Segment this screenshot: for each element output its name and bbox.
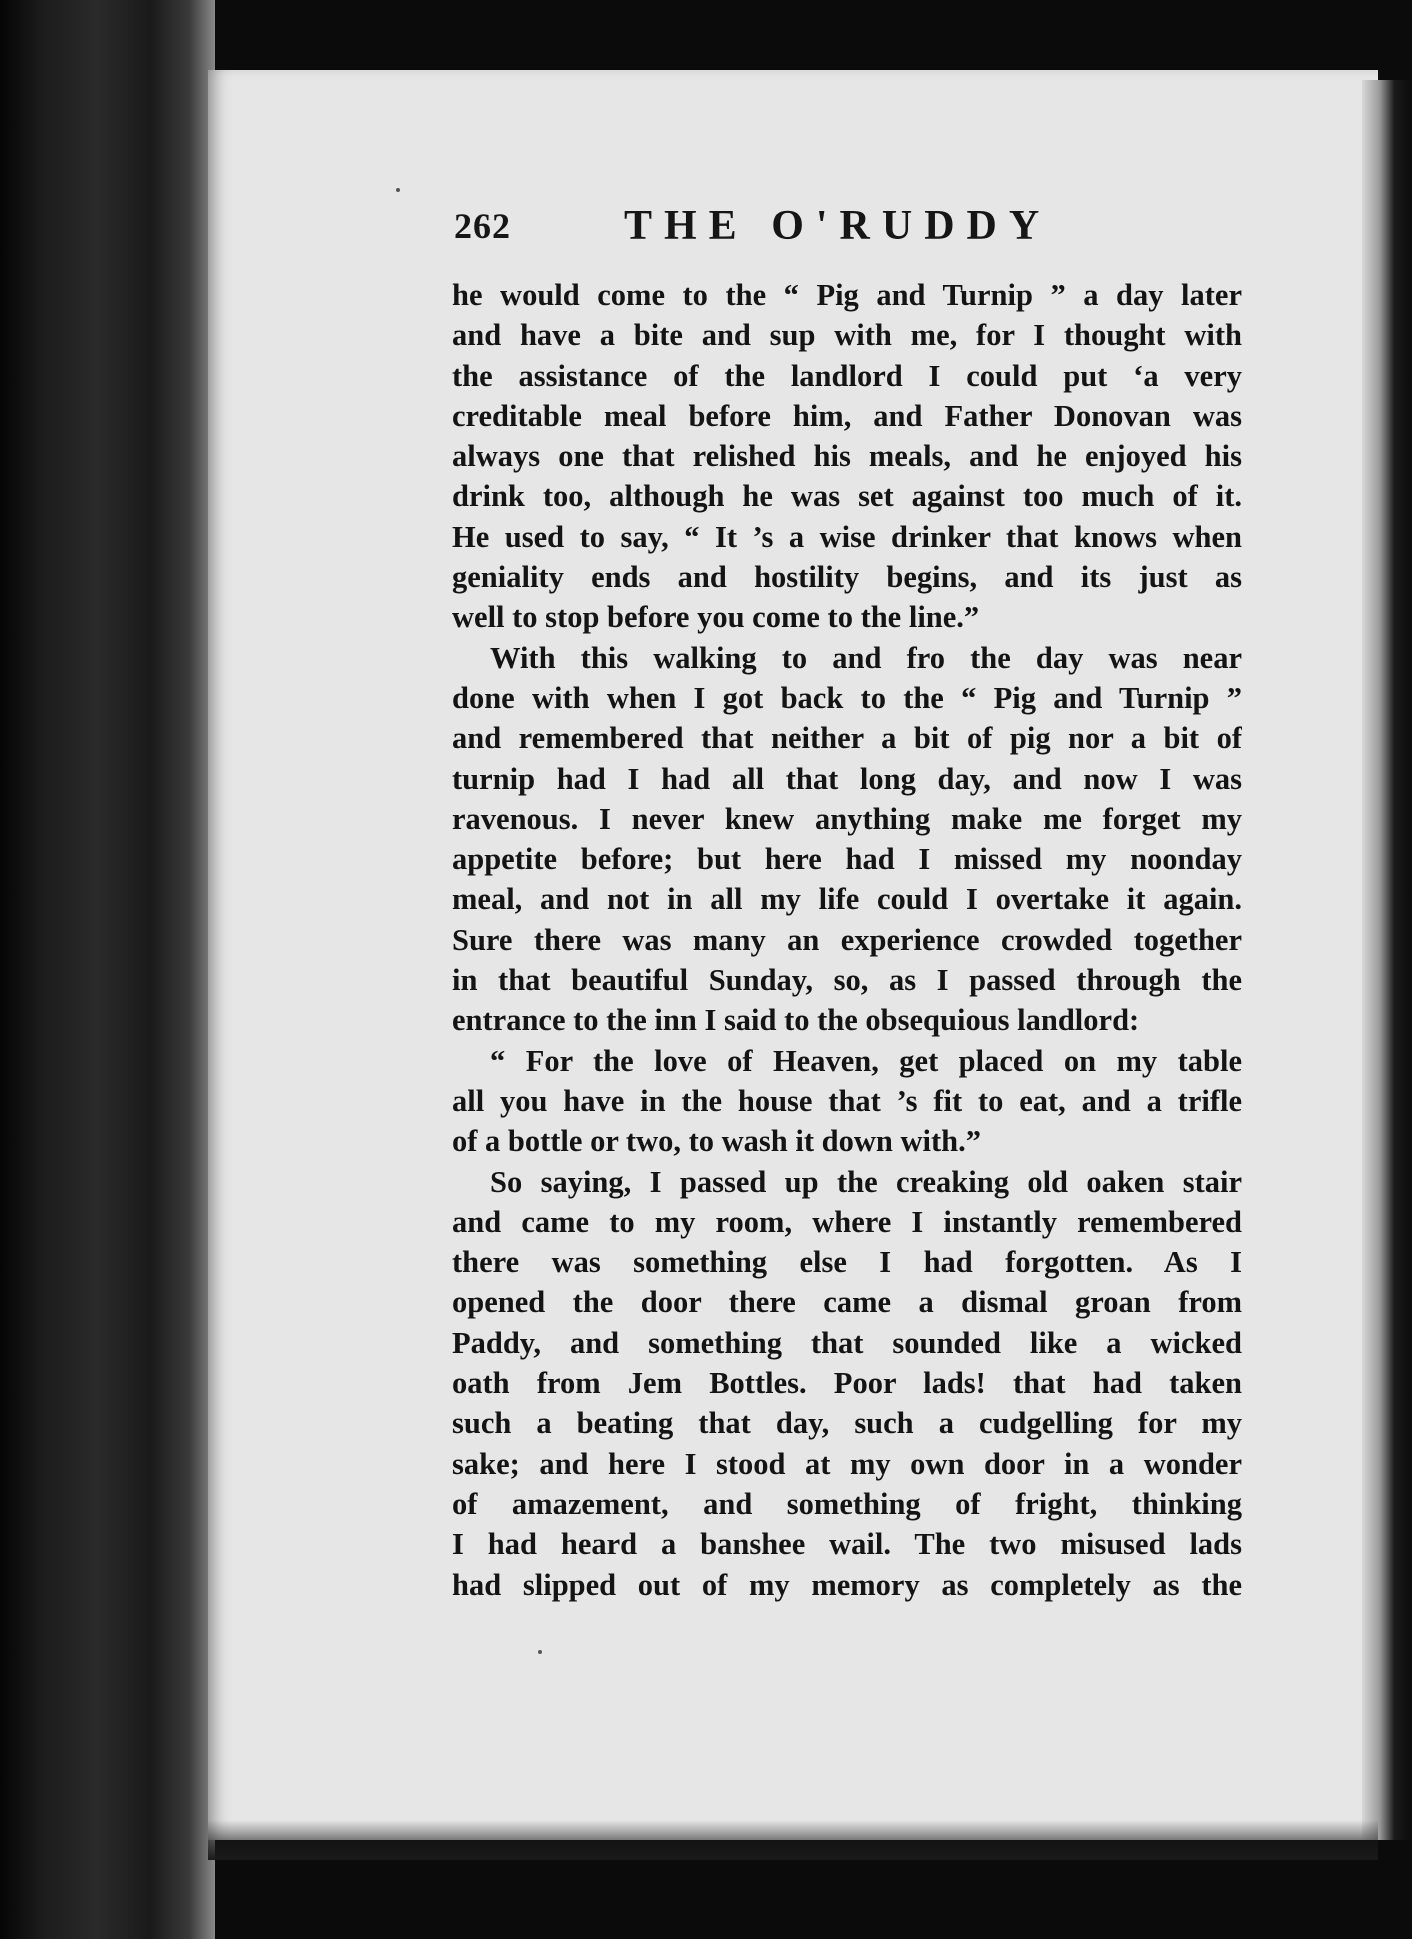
page-edge <box>1362 80 1412 1840</box>
text-line: I had heard a banshee wail. The two misused lads <box>452 1527 1242 1562</box>
text-line: geniality ends and hostility begins, and its just as <box>452 560 1242 595</box>
page-bottom-shadow <box>208 1820 1378 1860</box>
text-line: he would come to the “ Pig and Turnip ” a day later <box>452 278 1242 312</box>
text-line: “ For the love of Heaven, get placed on my table <box>490 1043 1242 1078</box>
text-line: and have a bite and sup with me, for I thought with <box>452 318 1242 353</box>
text-line: Paddy, and something that sounded like a wicked <box>452 1325 1242 1360</box>
text-line: Sure there was many an experience crowded together <box>452 922 1242 957</box>
text-line: the assistance of the landlord I could put ‘a very <box>452 358 1242 393</box>
text-line: opened the door there came a dismal groan from <box>452 1285 1242 1320</box>
text-line: ravenous. I never knew anything make me forget my <box>452 801 1242 836</box>
text-line: and remembered that neither a bit of pig nor a bit of <box>452 721 1242 756</box>
text-line: appetite before; but here had I missed my noonday <box>452 842 1242 877</box>
text-line: had slipped out of my memory as completely as the <box>452 1567 1242 1602</box>
text-line: always one that relished his meals, and he enjoyed his <box>452 439 1242 474</box>
text-line: of amazement, and something of fright, thinking <box>452 1486 1242 1521</box>
text-line: meal, and not in all my life could I overtake it again. <box>452 882 1242 917</box>
text-line: all you have in the house that ’s fit to eat, and a trifle <box>452 1083 1242 1118</box>
text-line: sake; and here I stood at my own door in a wonder <box>452 1446 1242 1481</box>
text-line: creditable meal before him, and Father Donovan was <box>452 398 1242 433</box>
text-line: such a beating that day, such a cudgelling for my <box>452 1406 1242 1441</box>
text-line: there was something else I had forgotten. As I <box>452 1245 1242 1280</box>
speck <box>396 188 400 192</box>
book-binding-shadow <box>0 0 215 1939</box>
text-line: turnip had I had all that long day, and now I was <box>452 761 1242 796</box>
page-number: 262 <box>454 206 511 246</box>
text-line: of a bottle or two, to wash it down with.” <box>452 1124 981 1159</box>
body-text <box>452 275 1242 1605</box>
text-line: So saying, I passed up the creaking old oaken stair <box>490 1164 1242 1199</box>
text-line: oath from Jem Bottles. Poor lads! that had taken <box>452 1366 1242 1401</box>
text-line: With this walking to and fro the day was near <box>490 640 1242 675</box>
text-line: in that beautiful Sunday, so, as I passed through the <box>452 963 1242 998</box>
running-head <box>454 198 1094 254</box>
text-line: entrance to the inn I said to the obsequious landlord: <box>452 1003 1140 1038</box>
text-line: done with when I got back to the “ Pig and Turnip ” <box>452 680 1242 715</box>
text-line: drink too, although he was set against too much of it. <box>452 479 1242 514</box>
running-title: THE O'RUDDY <box>624 203 1052 249</box>
text-line: He used to say, “ It ’s a wise drinker that knows when <box>452 519 1242 554</box>
text-line: and came to my room, where I instantly remembered <box>452 1204 1242 1239</box>
text-line: well to stop before you come to the line.” <box>452 600 980 635</box>
speck <box>538 1650 542 1654</box>
